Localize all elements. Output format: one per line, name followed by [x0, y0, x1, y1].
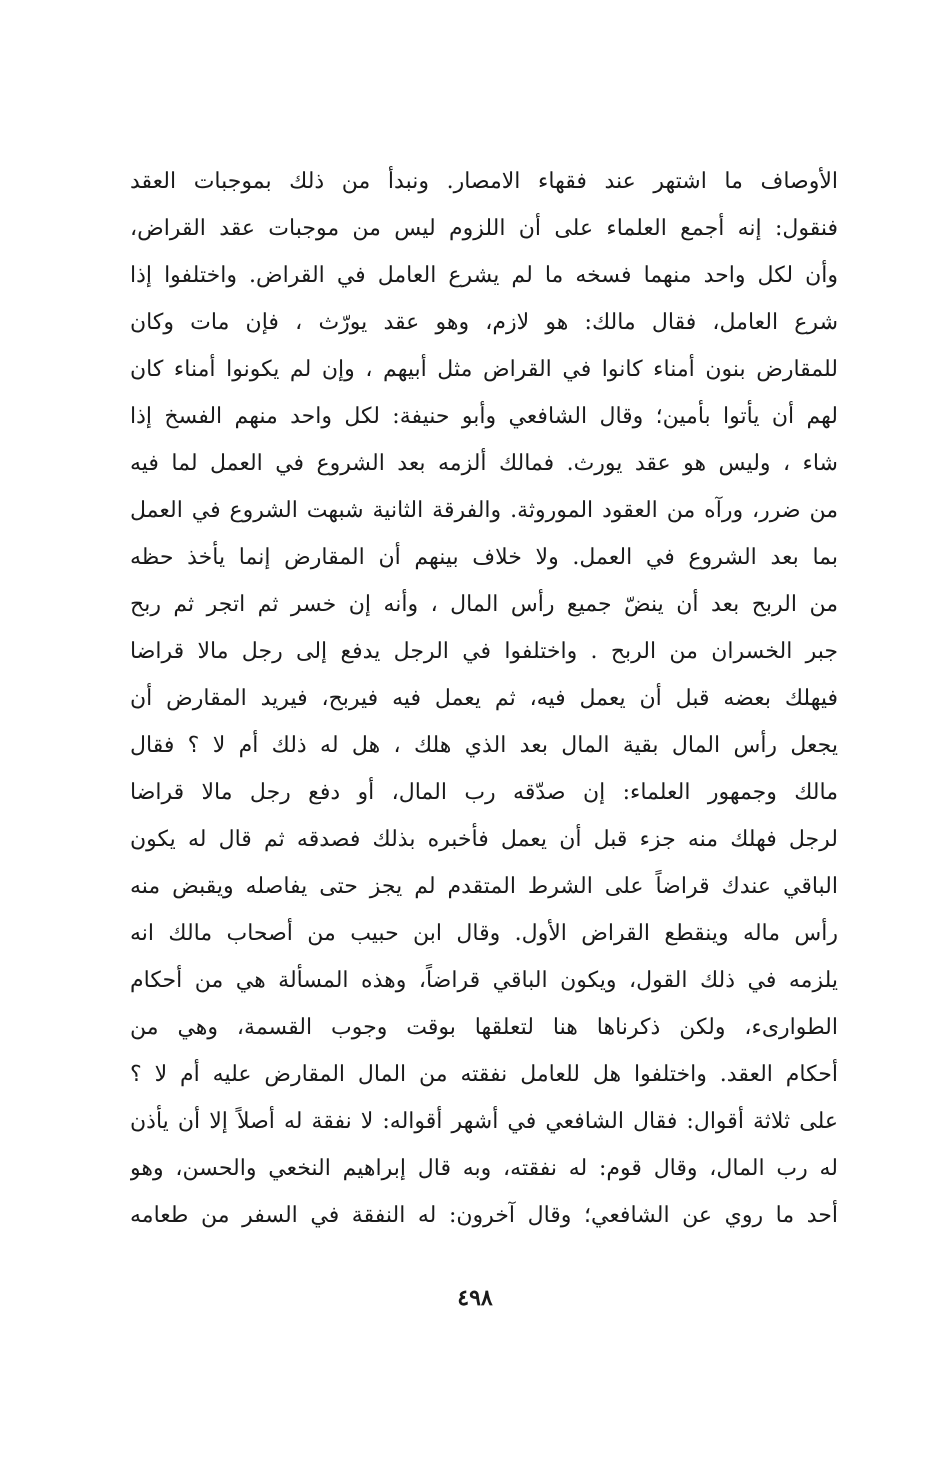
text-line-23: أحد ما روي عن الشافعي؛ وقال آخرون: له النفقة في السفر من طعامه: [130, 1203, 838, 1228]
text-line-1: الأوصاف ما اشتهر عند فقهاء الامصار. ونبدأ من ذلك بموجبات العقد: [130, 169, 838, 194]
text-line-4: شرع العامل، فقال مالك: هو لازم، وهو عقد يورّث ، فإن مات وكان: [130, 310, 838, 335]
text-line-11: جبر الخسران من الربح . واختلفوا في الرجل يدفع إلى رجل مالا قراضا: [130, 639, 838, 664]
text-line-8: من ضرر، ورآه من العقود الموروثة. والفرقة الثانية شبهت الشروع في العمل: [130, 498, 838, 523]
text-line-22: له رب المال، وقال قوم: له نفقته، وبه قال إبراهيم النخعي والحسن، وهو: [130, 1156, 838, 1181]
text-line-7: شاء ، وليس هو عقد يورث. فمالك ألزمه بعد الشروع في العمل لما فيه: [130, 451, 838, 476]
text-line-19: الطوارىء، ولكن ذكرناها هنا لتعلقها بوقت وجوب القسمة، وهي من: [130, 1015, 838, 1040]
text-line-18: يلزمه في ذلك القول، ويكون الباقي قراضاً، وهذه المسألة هي من أحكام: [130, 968, 838, 993]
text-line-20: أحكام العقد. واختلفوا هل للعامل نفقته من المال المقارض عليه أم لا ؟: [130, 1062, 838, 1087]
text-line-10: من الربح بعد أن ينضّ جميع رأس المال ، وأنه إن خسر ثم اتجر ثم ربح: [130, 592, 838, 617]
text-line-5: للمقارض بنون أمناء كانوا في القراض مثل أبيهم ، وإن لم يكونوا أمناء كان: [130, 357, 838, 382]
text-line-12: فيهلك بعضه قبل أن يعمل فيه، ثم يعمل فيه فيربح، فيريد المقارض أن: [130, 686, 838, 711]
text-line-16: الباقي عندك قراضاً على الشرط المتقدم لم يجز حتى يفاصله ويقبض منه: [130, 874, 838, 899]
text-line-13: يجعل رأس المال بقية المال بعد الذي هلك ، هل له ذلك أم لا ؟ فقال: [130, 733, 838, 758]
page-number: ٤٩٨: [457, 1285, 493, 1311]
text-line-17: رأس ماله وينقطع القراض الأول. وقال ابن حبيب من أصحاب مالك انه: [130, 921, 838, 946]
text-line-3: وأن لكل واحد منهما فسخه ما لم يشرع العامل في القراض. واختلفوا إذا: [130, 263, 838, 288]
text-line-21: على ثلاثة أقوال: فقال الشافعي في أشهر أقواله: لا نفقة له أصلاً إلا أن يأذن: [130, 1109, 838, 1134]
text-line-15: لرجل فهلك منه جزء قبل أن يعمل فأخبره بذلك فصدقه ثم قال له يكون: [130, 827, 838, 852]
text-line-9: بما بعد الشروع في العمل. ولا خلاف بينهم أن المقارض إنما يأخذ حظه: [130, 545, 838, 570]
body-text: [130, 158, 838, 1239]
text-line-14: مالك وجمهور العلماء: إن صدّقه رب المال، أو دفع رجل مالا قراضا: [130, 780, 838, 805]
text-line-2: فنقول: إنه أجمع العلماء على أن اللزوم ليس من موجبات عقد القراض،: [130, 216, 838, 241]
text-line-6: لهم أن يأتوا بأمين؛ وقال الشافعي وأبو حنيفة: لكل واحد منهم الفسخ إذا: [130, 404, 838, 429]
